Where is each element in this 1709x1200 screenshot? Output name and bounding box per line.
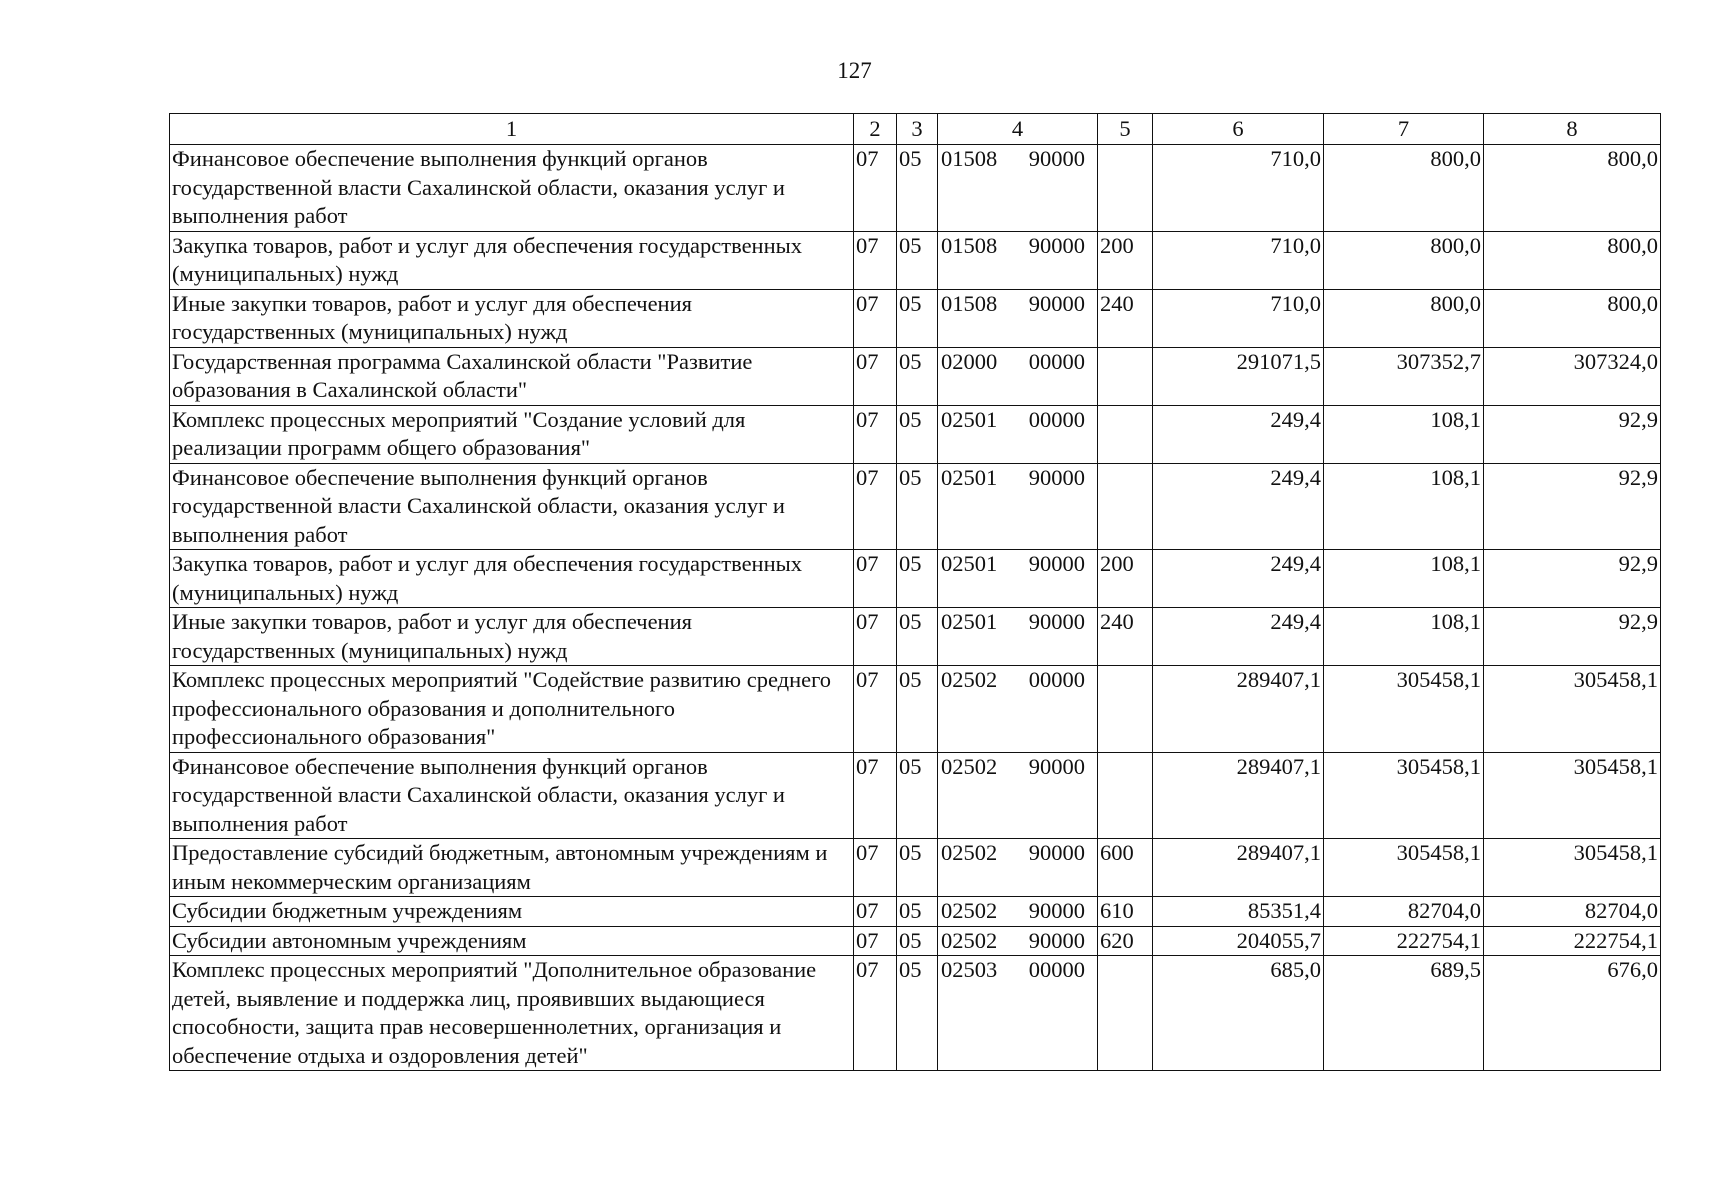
cell-col-4 [938, 145, 1098, 232]
code-direction-part: 90000 [1028, 290, 1085, 316]
code-program-part: 02502 [941, 667, 998, 692]
code-direction-part: 90000 [1028, 551, 1085, 576]
table-row [170, 289, 1661, 347]
header-col-2: 2 [854, 114, 897, 145]
cell-col-5 [1098, 145, 1153, 232]
amount-col-7: 108,1 [1324, 608, 1484, 666]
budget-table [169, 113, 1661, 1071]
cell-col-4 [938, 347, 1098, 405]
target-article-code [940, 550, 1095, 579]
table-row [170, 956, 1661, 1071]
cell-col-3: 05 [897, 231, 938, 289]
row-description: Комплекс процессных мероприятий "Содействие развитию среднего профессионального образования и дополнительного профессионального образования" [170, 666, 854, 753]
amount-col-8: 307324,0 [1484, 347, 1661, 405]
amount-col-8: 92,9 [1484, 550, 1661, 608]
amount-col-8: 222754,1 [1484, 926, 1661, 956]
code-program-part: 02501 [941, 609, 998, 634]
target-article-code [940, 897, 1095, 926]
header-col-8: 8 [1484, 114, 1661, 145]
code-direction-part: 90000 [1028, 146, 1085, 171]
amount-col-6: 85351,4 [1153, 897, 1324, 927]
table-row [170, 347, 1661, 405]
row-description: Иные закупки товаров, работ и услуг для обеспечения государственных (муниципальных) нужд [170, 289, 854, 347]
cell-col-2: 07 [854, 405, 897, 463]
cell-col-4 [938, 550, 1098, 608]
amount-col-6: 710,0 [1153, 145, 1324, 232]
amount-col-6: 289407,1 [1153, 752, 1324, 839]
cell-col-2: 07 [854, 839, 897, 897]
cell-col-2: 07 [854, 231, 897, 289]
amount-col-8: 305458,1 [1484, 666, 1661, 753]
cell-col-2: 07 [854, 289, 897, 347]
amount-col-6: 710,0 [1153, 231, 1324, 289]
code-direction-part: 90000 [1028, 840, 1085, 865]
target-article-code [940, 290, 1095, 319]
cell-col-5 [1098, 347, 1153, 405]
amount-col-7: 222754,1 [1324, 926, 1484, 956]
amount-col-6: 289407,1 [1153, 666, 1324, 753]
row-description: Финансовое обеспечение выполнения функций органов государственной власти Сахалинской области, оказания услуг и выполнения работ [170, 463, 854, 550]
header-col-5: 5 [1098, 114, 1153, 145]
amount-col-7: 689,5 [1324, 956, 1484, 1071]
target-article-code [940, 666, 1095, 695]
row-description: Финансовое обеспечение выполнения функций органов государственной власти Сахалинской области, оказания услуг и выполнения работ [170, 752, 854, 839]
code-program-part: 02501 [941, 464, 998, 490]
table-body [170, 145, 1661, 1071]
code-program-part: 02501 [941, 551, 998, 576]
cell-col-2: 07 [854, 550, 897, 608]
amount-col-6: 249,4 [1153, 463, 1324, 550]
row-description: Закупка товаров, работ и услуг для обеспечения государственных (муниципальных) нужд [170, 550, 854, 608]
code-direction-part: 00000 [1028, 406, 1085, 432]
target-article-code [940, 232, 1095, 261]
amount-col-7: 307352,7 [1324, 347, 1484, 405]
amount-col-8: 305458,1 [1484, 752, 1661, 839]
row-description: Комплекс процессных мероприятий "Дополнительное образование детей, выявление и поддержка лиц, проявивших выдающиеся способности, защита прав несовершеннолетних, организация и обеспечение отдыха и оздоровления детей" [170, 956, 854, 1071]
cell-col-5 [1098, 666, 1153, 753]
code-direction-part: 00000 [1028, 957, 1085, 982]
cell-col-4 [938, 608, 1098, 666]
table-row [170, 463, 1661, 550]
code-program-part: 02502 [941, 753, 998, 779]
cell-col-4 [938, 752, 1098, 839]
cell-col-5 [1098, 752, 1153, 839]
cell-col-3: 05 [897, 956, 938, 1071]
amount-col-8: 92,9 [1484, 608, 1661, 666]
cell-col-5: 610 [1098, 897, 1153, 927]
cell-col-2: 07 [854, 752, 897, 839]
code-direction-part: 00000 [1028, 667, 1085, 692]
cell-col-5 [1098, 463, 1153, 550]
code-program-part: 01508 [941, 232, 998, 258]
amount-col-7: 108,1 [1324, 405, 1484, 463]
amount-col-6: 710,0 [1153, 289, 1324, 347]
code-direction-part: 90000 [1028, 753, 1085, 779]
amount-col-6: 289407,1 [1153, 839, 1324, 897]
table-row [170, 608, 1661, 666]
cell-col-2: 07 [854, 666, 897, 753]
cell-col-4 [938, 666, 1098, 753]
cell-col-5 [1098, 956, 1153, 1071]
cell-col-4 [938, 231, 1098, 289]
table-row [170, 926, 1661, 956]
code-program-part: 02000 [941, 348, 998, 374]
target-article-code [940, 145, 1095, 174]
code-program-part: 02501 [941, 406, 998, 432]
amount-col-6: 204055,7 [1153, 926, 1324, 956]
code-direction-part: 90000 [1028, 232, 1085, 258]
amount-col-7: 82704,0 [1324, 897, 1484, 927]
amount-col-7: 800,0 [1324, 145, 1484, 232]
cell-col-4 [938, 289, 1098, 347]
target-article-code [940, 464, 1095, 493]
code-program-part: 02503 [941, 957, 998, 982]
target-article-code [940, 956, 1095, 985]
cell-col-2: 07 [854, 347, 897, 405]
cell-col-3: 05 [897, 926, 938, 956]
row-description: Финансовое обеспечение выполнения функций органов государственной власти Сахалинской области, оказания услуг и выполнения работ [170, 145, 854, 232]
cell-col-4 [938, 926, 1098, 956]
target-article-code [940, 608, 1095, 637]
amount-col-6: 249,4 [1153, 550, 1324, 608]
table-row [170, 666, 1661, 753]
code-direction-part: 90000 [1028, 609, 1085, 634]
cell-col-5: 240 [1098, 289, 1153, 347]
amount-col-8: 92,9 [1484, 405, 1661, 463]
table-row [170, 405, 1661, 463]
cell-col-3: 05 [897, 463, 938, 550]
amount-col-6: 685,0 [1153, 956, 1324, 1071]
row-description: Субсидии бюджетным учреждениям [170, 897, 854, 927]
amount-col-7: 800,0 [1324, 231, 1484, 289]
amount-col-7: 305458,1 [1324, 752, 1484, 839]
cell-col-4 [938, 956, 1098, 1071]
row-description: Государственная программа Сахалинской области "Развитие образования в Сахалинской области" [170, 347, 854, 405]
cell-col-5: 620 [1098, 926, 1153, 956]
code-program-part: 01508 [941, 290, 998, 316]
cell-col-5: 240 [1098, 608, 1153, 666]
table-row [170, 839, 1661, 897]
header-col-4: 4 [938, 114, 1098, 145]
code-program-part: 02502 [941, 898, 998, 923]
amount-col-7: 305458,1 [1324, 666, 1484, 753]
row-description: Предоставление субсидий бюджетным, автономным учреждениям и иным некоммерческим организациям [170, 839, 854, 897]
target-article-code [940, 839, 1095, 868]
code-program-part: 01508 [941, 146, 998, 171]
amount-col-7: 305458,1 [1324, 839, 1484, 897]
code-direction-part: 90000 [1028, 898, 1085, 923]
amount-col-8: 800,0 [1484, 145, 1661, 232]
amount-col-6: 249,4 [1153, 608, 1324, 666]
cell-col-3: 05 [897, 839, 938, 897]
table-row [170, 752, 1661, 839]
cell-col-3: 05 [897, 347, 938, 405]
table-row [170, 231, 1661, 289]
target-article-code [940, 927, 1095, 956]
amount-col-7: 108,1 [1324, 550, 1484, 608]
cell-col-3: 05 [897, 145, 938, 232]
code-direction-part: 90000 [1028, 464, 1085, 490]
header-col-1: 1 [170, 114, 854, 145]
amount-col-8: 92,9 [1484, 463, 1661, 550]
target-article-code [940, 753, 1095, 782]
code-direction-part: 90000 [1028, 927, 1085, 953]
amount-col-6: 291071,5 [1153, 347, 1324, 405]
header-col-6: 6 [1153, 114, 1324, 145]
code-program-part: 02502 [941, 927, 998, 953]
cell-col-3: 05 [897, 752, 938, 839]
row-description: Иные закупки товаров, работ и услуг для обеспечения государственных (муниципальных) нужд [170, 608, 854, 666]
table-row [170, 550, 1661, 608]
cell-col-4 [938, 463, 1098, 550]
amount-col-7: 108,1 [1324, 463, 1484, 550]
cell-col-2: 07 [854, 145, 897, 232]
cell-col-3: 05 [897, 608, 938, 666]
cell-col-2: 07 [854, 897, 897, 927]
amount-col-8: 82704,0 [1484, 897, 1661, 927]
header-col-3: 3 [897, 114, 938, 145]
cell-col-2: 07 [854, 926, 897, 956]
cell-col-3: 05 [897, 405, 938, 463]
code-program-part: 02502 [941, 840, 998, 865]
cell-col-5 [1098, 405, 1153, 463]
cell-col-4 [938, 405, 1098, 463]
header-row [170, 114, 1661, 145]
cell-col-4 [938, 839, 1098, 897]
cell-col-3: 05 [897, 666, 938, 753]
cell-col-3: 05 [897, 550, 938, 608]
row-description: Субсидии автономным учреждениям [170, 926, 854, 956]
target-article-code [940, 348, 1095, 377]
cell-col-4 [938, 897, 1098, 927]
page-number: 127 [837, 58, 872, 83]
amount-col-8: 305458,1 [1484, 839, 1661, 897]
amount-col-7: 800,0 [1324, 289, 1484, 347]
cell-col-2: 07 [854, 956, 897, 1071]
cell-col-5: 600 [1098, 839, 1153, 897]
row-description: Комплекс процессных мероприятий "Создание условий для реализации программ общего образования" [170, 405, 854, 463]
cell-col-2: 07 [854, 463, 897, 550]
amount-col-6: 249,4 [1153, 405, 1324, 463]
amount-col-8: 800,0 [1484, 289, 1661, 347]
amount-col-8: 676,0 [1484, 956, 1661, 1071]
cell-col-2: 07 [854, 608, 897, 666]
cell-col-3: 05 [897, 897, 938, 927]
table-row [170, 897, 1661, 927]
amount-col-8: 800,0 [1484, 231, 1661, 289]
target-article-code [940, 406, 1095, 435]
cell-col-5: 200 [1098, 231, 1153, 289]
code-direction-part: 00000 [1028, 348, 1085, 374]
cell-col-5: 200 [1098, 550, 1153, 608]
row-description: Закупка товаров, работ и услуг для обеспечения государственных (муниципальных) нужд [170, 231, 854, 289]
table-row [170, 145, 1661, 232]
header-col-7: 7 [1324, 114, 1484, 145]
cell-col-3: 05 [897, 289, 938, 347]
